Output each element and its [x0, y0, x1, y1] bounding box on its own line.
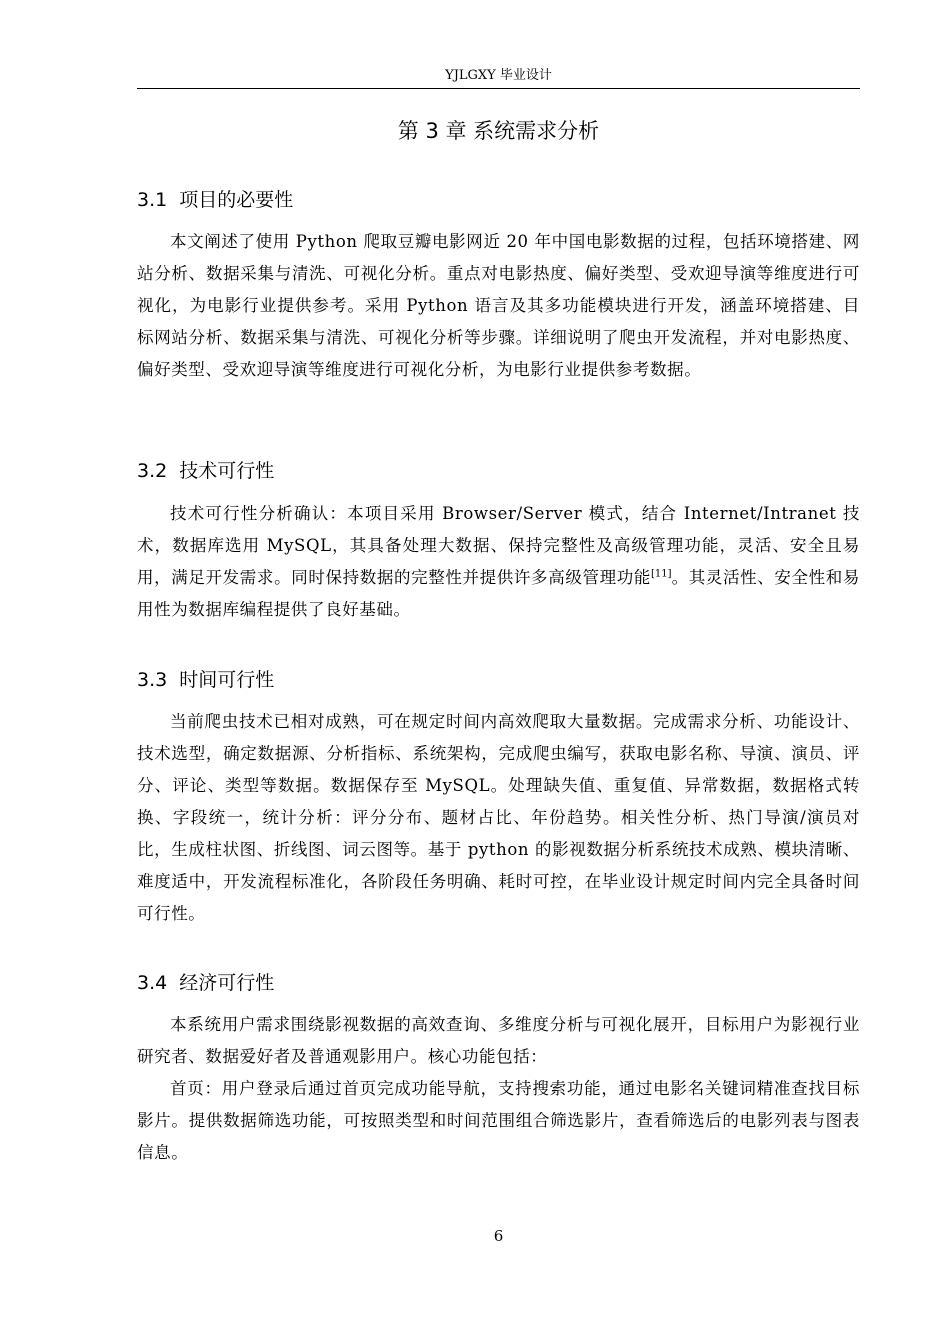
running-header: YJLGXY 毕业设计 — [445, 68, 552, 83]
citation-marker: [11] — [651, 568, 672, 580]
section-number: 3.3 — [137, 669, 168, 691]
section-title: 经济可行性 — [179, 972, 275, 994]
section-number: 3.1 — [137, 189, 168, 211]
section-number: 3.2 — [137, 460, 168, 482]
paragraph-text: 技术可行性分析确认：本项目采用 Browser/Server 模式，结合 Internet/Intranet 技术，数据库选用 MySQL，其具备处理大数据、保持完整性及高级管理功能，灵活、安全且易用，满足开发需求。同时保持数据的完整性并提供许多高级管理功能 — [137, 504, 860, 587]
section-heading-3-4 — [137, 970, 860, 996]
section-3-4-paragraph-2: 首页：用户登录后通过首页完成功能导航，支持搜索功能，通过电影名关键词精准查找目标影片。提供数据筛选功能，可按照类型和时间范围组合筛选影片，查看筛选后的电影列表与图表信息。 — [137, 1079, 860, 1162]
section-heading-3-1 — [137, 187, 860, 213]
section-3-2-paragraph — [137, 498, 860, 626]
document-page — [137, 0, 860, 1344]
section-title: 时间可行性 — [179, 669, 275, 691]
chapter-title: 第 3 章 系统需求分析 — [397, 119, 600, 143]
paragraph-text: 。其灵活性、安全性和易用性为数据库编程提供了良好基础。 — [137, 568, 860, 619]
section-title: 项目的必要性 — [179, 189, 294, 211]
section-number: 3.4 — [137, 972, 168, 994]
section-3-1-paragraph: 本文阐述了使用 Python 爬取豆瓣电影网近 20 年中国电影数据的过程，包括环境搭建、网站分析、数据采集与清洗、可视化分析。重点对电影热度、偏好类型、受欢迎导演等维度进行可视化，为电影行业提供参考。采用 Python 语言及其多功能模块进行开发，涵盖环境搭建、目标网站分析、数据采集与清洗、可视化分析等步骤。详细说明了爬虫开发流程，并对电影热度、偏好类型、受欢迎导演等维度进行可视化分析，为电影行业提供参考数据。 — [137, 232, 860, 379]
section-3-4-paragraph-1: 本系统用户需求围绕影视数据的高效查询、多维度分析与可视化展开，目标用户为影视行业研究者、数据爱好者及普通观影用户。核心功能包括： — [137, 1015, 860, 1066]
page-number: 6 — [493, 1227, 504, 1245]
section-3-3-paragraph: 当前爬虫技术已相对成熟，可在规定时间内高效爬取大量数据。完成需求分析、功能设计、技术选型，确定数据源、分析指标、系统架构，完成爬虫编写，获取电影名称、导演、演员、评分、评论、类型等数据。数据保存至 MySQL。处理缺失值、重复值、异常数据，数据格式转换、字段统一，统计分析：评分分布、题材占比、年份趋势。相关性分析、热门导演/演员对比，生成柱状图、折线图、词云图等。基于 python 的影视数据分析系统技术成熟、模块清晰、难度适中，开发流程标准化，各阶段任务明确、耗时可控，在毕业设计规定时间内完全具备时间可行性。 — [137, 712, 860, 923]
section-heading-3-3 — [137, 667, 860, 693]
header-rule — [137, 88, 860, 89]
section-heading-3-2 — [137, 458, 860, 484]
section-title: 技术可行性 — [179, 460, 275, 482]
